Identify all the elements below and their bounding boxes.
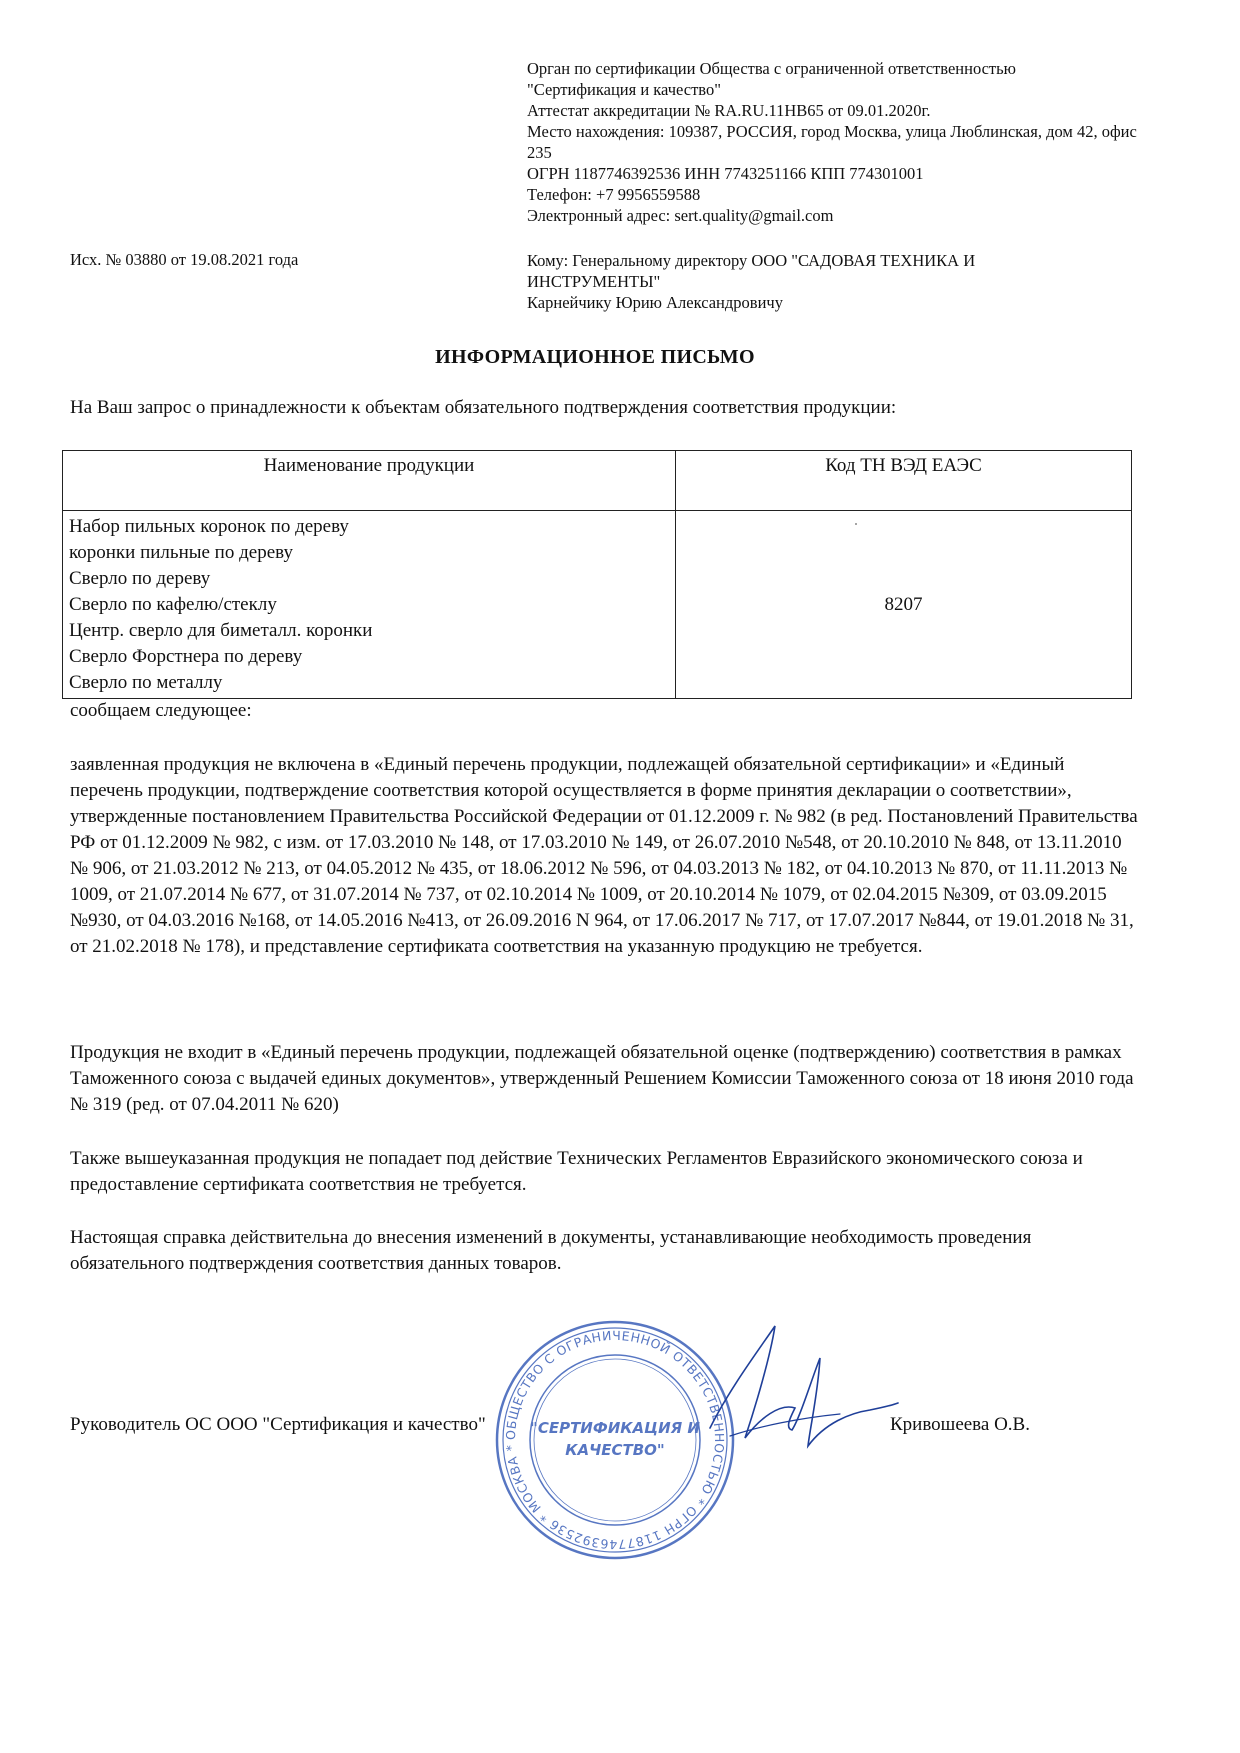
issuer-accreditation: Аттестат аккредитации № RA.RU.11НВ65 от 09.01.2020г. [527, 101, 931, 120]
issuer-phone: Телефон: +7 9956559588 [527, 185, 701, 204]
paragraph-validity: Настоящая справка действительна до внесения изменений в документы, устанавливающие необходимость проведения обязательного подтверждения соответствия данных товаров. [70, 1227, 1032, 1274]
statement-lead: сообщаем следующее: [70, 700, 252, 721]
product-item: Сверло по кафелю/стеклу [69, 594, 277, 615]
seal-outer-text: ОБЩЕСТВО С ОГРАНИЧЕННОЙ ОТВЕТСТВЕННОСТЬЮ * ОГРН 1187746392536 * МОСКВА * [502, 1327, 728, 1553]
header-tn-ved-code: Код ТН ВЭД ЕАЭС [676, 451, 1132, 511]
issuer-block [527, 58, 1147, 226]
issuer-email: Электронный адрес: sert.quality@gmail.com [527, 206, 834, 225]
issuer-registration: ОГРН 1187746392536 ИНН 7743251166 КПП 774301001 [527, 164, 924, 183]
scan-speck [855, 523, 857, 525]
seal-center-line2: КАЧЕСТВО" [565, 1441, 665, 1459]
product-item: Центр. сверло для биметалл. коронки [69, 620, 373, 641]
products-table [62, 450, 1132, 699]
issuer-line: "Сертификация и качество" [527, 80, 721, 99]
signer-name: Кривошеева О.В. [890, 1414, 1030, 1435]
handwritten-signature [700, 1318, 900, 1468]
header-product-name: Наименование продукции [63, 451, 676, 511]
issuer-line: Орган по сертификации Общества с ограниченной ответственностью [527, 59, 1016, 78]
product-item: коронки пильные по дереву [69, 542, 293, 563]
issuer-address: Место нахождения: 109387, РОССИЯ, город Москва, улица Люблинская, дом 42, офис 235 [527, 122, 1137, 162]
paragraph-tech-regulations: Также вышеуказанная продукция не попадает под действие Технических Регламентов Евразийского экономического союза и предоставление сертификата соответствия не требуется. [70, 1148, 1083, 1195]
recipient-name: Карнейчику Юрию Александровичу [527, 293, 783, 312]
recipient-block [527, 250, 1087, 313]
outgoing-number: Исх. № 03880 от 19.08.2021 года [70, 250, 299, 269]
product-item: Сверло по металлу [69, 672, 223, 693]
product-item: Набор пильных коронок по дереву [69, 516, 349, 537]
svg-text:ОБЩЕСТВО С ОГРАНИЧЕННОЙ ОТВЕТС [503, 1328, 727, 1552]
recipient-position: Кому: Генеральному директору ООО "САДОВАЯ ТЕХНИКА И ИНСТРУМЕНТЫ" [527, 251, 976, 291]
seal-center-line1: "СЕРТИФИКАЦИЯ И [530, 1419, 700, 1437]
signer-role: Руководитель ОС ООО "Сертификация и качество" [70, 1414, 486, 1435]
table-row [63, 511, 1132, 699]
tn-ved-code-cell: 8207 [676, 511, 1132, 699]
paragraph-customs-union: Продукция не входит в «Единый перечень продукции, подлежащей обязательной оценке (подтверждению) соответствия в рамках Таможенного союза с выдачей единых документов», утвержденный Решением Комиссии Таможенного союза от 18 июня 2010 года № 319 (ред. от 07.04.2011 № 620) [70, 1042, 1134, 1115]
product-item: Сверло Форстнера по дереву [69, 646, 303, 667]
product-item: Сверло по дереву [69, 568, 211, 589]
product-list-cell [63, 511, 676, 699]
intro-text: На Ваш запрос о принадлежности к объектам обязательного подтверждения соответствия продукции: [70, 397, 897, 418]
paragraph-not-included: заявленная продукция не включена в «Единый перечень продукции, подлежащей обязательной сертификации» и «Единый перечень продукции, подтверждение соответствия которой осуществляется в форме принятия декларации о соответствии», утвержденные постановлением Правительства Российской Федерации от 01.12.2009 г. № 982 (в ред. Постановлений Правительства РФ от 01.12.2009 № 982, с изм. от 17.03.2010 № 148, от 17.03.2010 № 149, от 26.07.2010 №548, от 20.10.2010 № 848, от 13.11.2010 № 906, от 21.03.2012 № 213, от 04.05.2012 № 435, от 18.06.2012 № 596, от 04.03.2013 № 182, от 04.10.2013 № 870, от 11.11.2013 № 1009, от 21.07.2014 № 677, от 31.07.2014 № 737, от 02.10.2014 № 1009, от 20.10.2014 № 1079, от 02.04.2015 №309, от 03.09.2015 №930, от 04.03.2016 №168, от 14.05.2016 №413, от 26.09.2016 N 964, от 17.06.2017 № 717, от 17.07.2017 №844, от 19.01.2018 № 31, от 21.02.2018 № 178), и представление сертификата соответствия на указанную продукцию не требуется. [70, 754, 1138, 957]
letter-title: ИНФОРМАЦИОННОЕ ПИСЬМО [435, 346, 755, 368]
